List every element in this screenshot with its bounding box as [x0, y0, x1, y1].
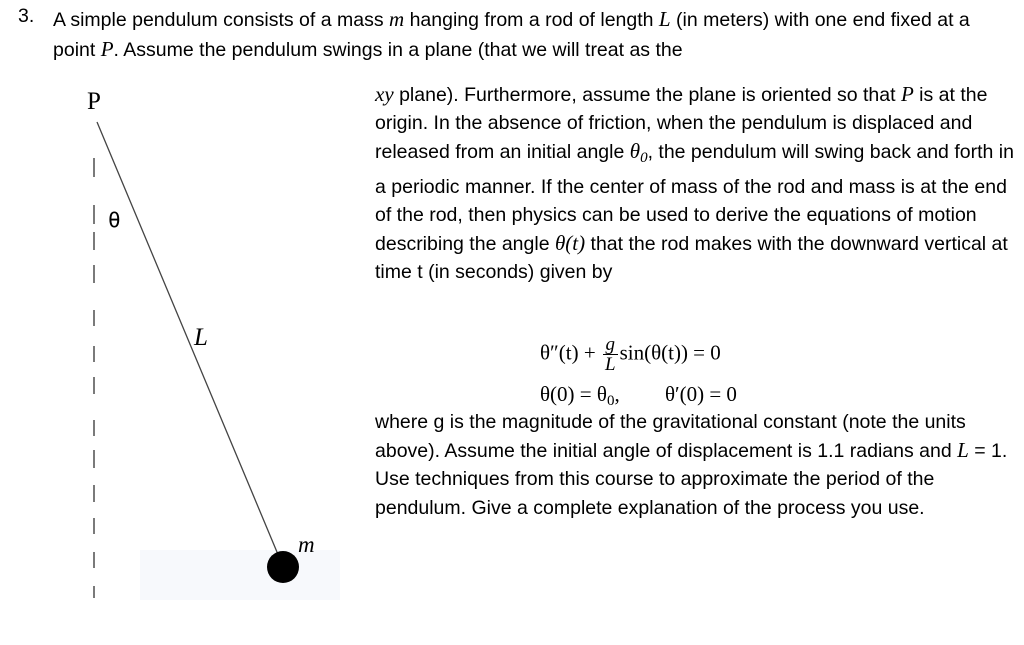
- ic-theta: $\theta(0) = \theta_0$,: [540, 382, 620, 409]
- pendulum-diagram: [70, 82, 360, 602]
- question-number: 3.: [18, 5, 35, 27]
- ic-theta-prime: θ′(0) = 0: [664, 382, 737, 406]
- para1-text-2: is at the origin. In the absence of friction, when the pendulum is displaced and released from an initial angle: [375, 84, 988, 164]
- ode-left: θ″(t) +: [540, 340, 596, 365]
- var-L: L: [658, 7, 671, 31]
- para1-text-3: , the pendulum will swing back and forth in a periodic manner. If the center of mass of the rod and mass is at the end of the rod, then physics can be used to derive the equations of motion describing the angle: [375, 141, 1014, 256]
- pendulum-rod: [97, 122, 282, 564]
- var-P: P: [100, 36, 114, 61]
- problem-intro: [53, 5, 1013, 64]
- intro-text-2: hanging from a rod of length: [404, 9, 659, 31]
- para1-text-1: plane). Furthermore, assume the plane is oriented so that: [393, 84, 901, 106]
- problem-paragraph-2: [375, 408, 1015, 522]
- intro-text-3: (in meters) with one end fixed at a point: [53, 9, 970, 61]
- var-L-2: L: [957, 438, 969, 463]
- label-theta: θ: [108, 208, 121, 232]
- var-theta-t: θ(t): [554, 231, 586, 256]
- para2-text-1: where g is the magnitude of the gravitational constant (note the units above). Assume the initial angle of displacement is 1.1 radians and: [375, 411, 966, 463]
- var-P-2: P: [900, 82, 914, 106]
- label-L: L: [194, 324, 208, 351]
- var-m: m: [389, 7, 405, 31]
- label-m: m: [298, 532, 315, 557]
- problem-paragraph-1: [375, 80, 1015, 286]
- label-P: P: [87, 88, 101, 115]
- var-xy: xy: [375, 82, 394, 106]
- pendulum-mass: [267, 551, 299, 583]
- g-over-L-fraction: $\frac{g}{L}$: [604, 334, 616, 375]
- ode-right: sin(θ(t)) = 0: [619, 340, 721, 365]
- intro-text-1: A simple pendulum consists of a mass: [53, 9, 389, 31]
- equation-ode: [540, 335, 721, 374]
- para1-text-4: that the rod makes with the downward vertical at time t (in seconds) given by: [375, 233, 1008, 284]
- intro-text-4: . Assume the pendulum swings in a plane (that we will treat as the: [113, 38, 683, 61]
- equation-initial-conditions: [540, 382, 737, 410]
- var-theta0: $\theta_0$: [629, 139, 648, 167]
- pendulum-figure: [70, 82, 360, 602]
- para2-text-2: = 1. Use techniques from this course to approximate the period of the pendulum. Give a complete explanation of the process you use.: [375, 440, 1008, 519]
